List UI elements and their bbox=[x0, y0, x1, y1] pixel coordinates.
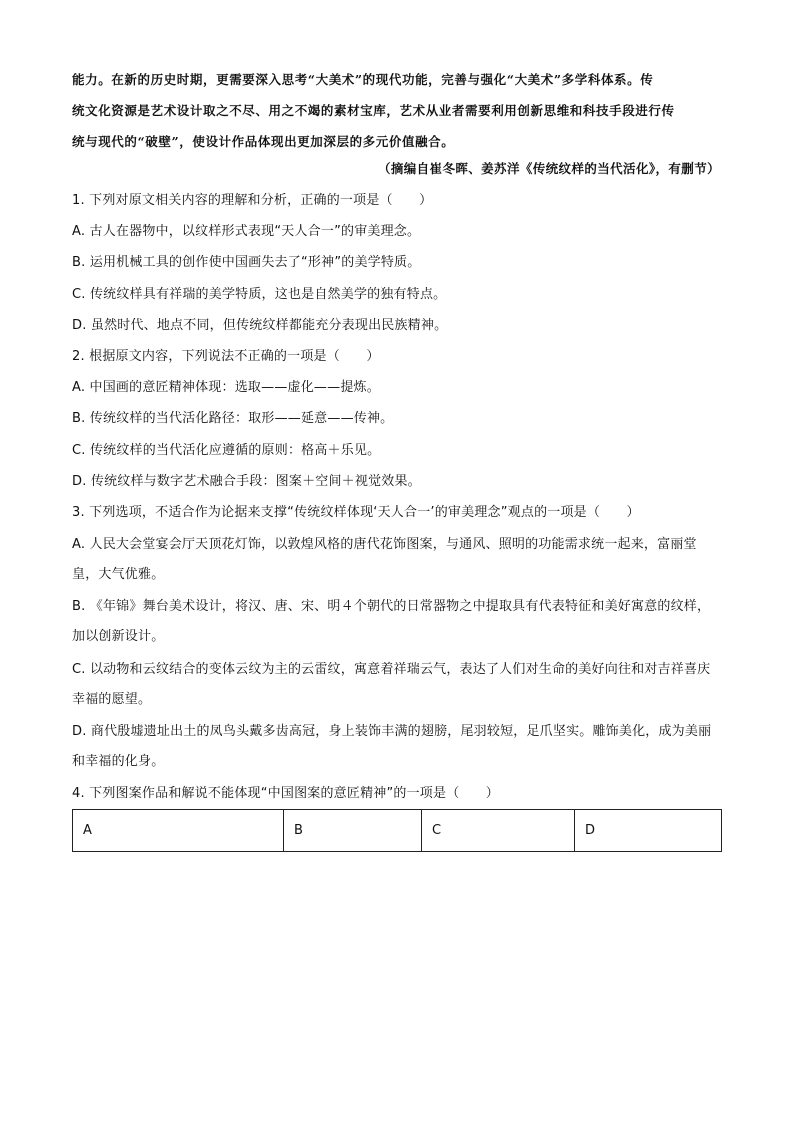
passage-line: 统与现代的“破壁”，使设计作品体现出更加深层的多元价值融合。 bbox=[72, 134, 455, 149]
question-2-option-c: C. 传统纹样的当代活化应遵循的原则：格高＋乐见。 bbox=[72, 443, 381, 458]
question-2-option-d: D. 传统纹样与数字艺术融合手段：图案＋空间＋视觉效果。 bbox=[72, 474, 421, 489]
table-cell-a: A bbox=[73, 810, 284, 852]
question-4-stem: 4. 下列图案作品和解说不能体现“中国图案的意匠精神”的一项是（ ） bbox=[72, 786, 500, 801]
question-3-stem: 3. 下列选项，不适合作为论据来支撑“传统纹样体现‘天人合一’的审美理念”观点的一项是（ ） bbox=[72, 505, 640, 520]
passage-line: 统文化资源是艺术设计取之不尽、用之不竭的素材宝库，艺术从业者需要利用创新思维和科技手段进行传 bbox=[72, 103, 675, 118]
question-3-option-a: A. 人民大会堂宴会厅天顶花灯饰，以敦煌风格的唐代花饰图案，与通风、照明的功能需求统一起来，富丽堂皇，大气优雅。 bbox=[72, 537, 697, 582]
question-2-stem: 2. 根据原文内容，下列说法不正确的一项是（ ） bbox=[72, 349, 380, 364]
passage-line: 能力。在新的历史时期，更需要深入思考“大美术”的现代功能，完善与强化“大美术”多学科体系。传 bbox=[72, 72, 654, 87]
question-1-stem: 1. 下列对原文相关内容的理解和分析，正确的一项是（ ） bbox=[72, 193, 433, 208]
question-3-option-c: C. 以动物和云纹结合的变体云纹为主的云雷纹，寓意着祥瑞云气，表达了人们对生命的美好向往和对吉祥喜庆幸福的愿望。 bbox=[72, 662, 711, 707]
answer-table bbox=[72, 809, 722, 852]
passage-source: （摘编自崔冬晖、姜苏洋《传统纹样的当代活化》，有删节） bbox=[377, 161, 720, 176]
question-1-option-a: A. 古人在器物中，以纹样形式表现“天人合一”的审美理念。 bbox=[72, 224, 421, 239]
question-3-option-b: B. 《年锦》舞台美术设计，将汉、唐、宋、明４个朝代的日常器物之中提取具有代表特征和美好寓意的纹样，加以创新设计。 bbox=[72, 599, 711, 644]
passage-text bbox=[72, 64, 722, 157]
question-2-option-b: B. 传统纹样的当代活化路径：取形——延意——传神。 bbox=[72, 411, 394, 426]
question-1-option-b: B. 运用机械工具的创作使中国画失去了“形神”的美学特质。 bbox=[72, 255, 421, 270]
question-1-option-c: C. 传统纹样具有祥瑞的美学特质，这也是自然美学的独有特点。 bbox=[72, 287, 447, 302]
question-2-option-a: A. 中国画的意匠精神体现：选取——虚化——提炼。 bbox=[72, 380, 380, 395]
question-3-option-d: D. 商代殷墟遗址出土的凤鸟头戴多齿高冠，身上装饰丰满的翅膀，尾羽较短，足爪坚实。雕饰美化，成为美丽和幸福的化身。 bbox=[72, 724, 712, 769]
table-row bbox=[73, 810, 722, 852]
question-1-option-d: D. 虽然时代、地点不同，但传统纹样都能充分表现出民族精神。 bbox=[72, 318, 448, 333]
table-cell-b: B bbox=[284, 810, 422, 852]
table-cell-c: C bbox=[422, 810, 575, 852]
table-cell-d: D bbox=[575, 810, 722, 852]
